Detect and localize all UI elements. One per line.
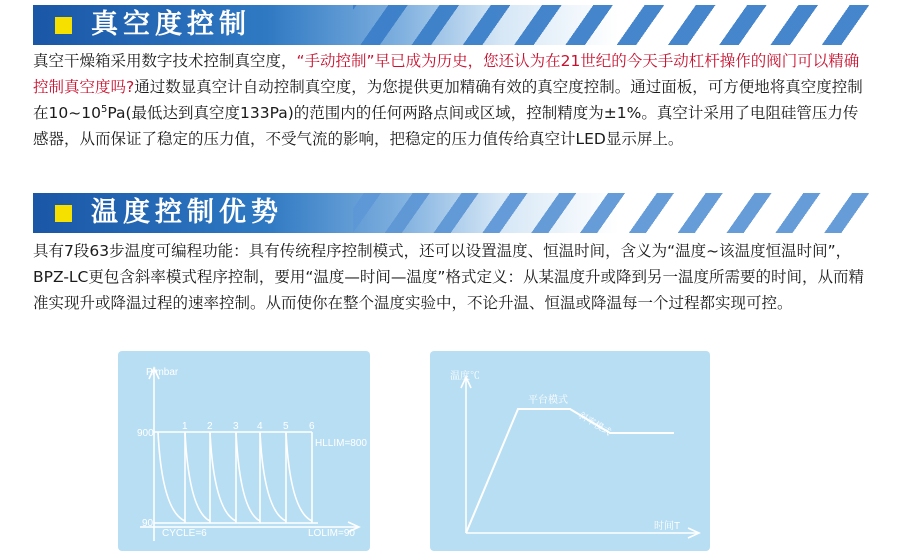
decay-curve	[158, 432, 185, 521]
slope-label: 斜率模式	[576, 410, 613, 438]
yellow-square-icon	[55, 205, 72, 222]
yellow-square-icon	[55, 17, 72, 34]
y-axis-label: 温度℃	[450, 371, 480, 382]
high-limit-label: HLLIM=800	[315, 438, 367, 449]
vacuum-paragraph: 真空干燥箱采用数字技术控制真空度，“手动控制”早已成为历史，您还认为在21世纪的今天手动杠杆操作的阀门可以精确控制真空度吗?通过数显真空计自动控制真空度，为您提供更加精确有效的真空度控制。通过面板，可方便地将真空度控制在$10\sim 10^5Pa$(最低达到真空度133Pa)的范围内的任何两路点间或区域，控制精度为±1%。真空计采用了电阻硅管压力传感器，从而保证了稳定的压力值，不受气流的影响，把稳定的压力值传给真空计LED显示屏上。	[33, 52, 863, 148]
temperature-profile-line	[466, 409, 674, 533]
cycle-label: 6	[309, 421, 315, 432]
cycle-label: 5	[283, 421, 289, 432]
x-axis-label: 时间T	[654, 521, 681, 532]
section-banner-vacuum	[33, 5, 869, 45]
plateau-label: 平台模式	[528, 395, 568, 406]
cycle-label: 4	[257, 421, 263, 432]
decay-curve	[210, 432, 236, 521]
decay-curve	[260, 432, 286, 521]
y-axis-label: P/mbar	[146, 367, 179, 378]
section-title-temperature: 温度控制优势	[91, 197, 283, 228]
tick-low: 90	[142, 518, 154, 529]
decay-curve	[236, 432, 260, 521]
cycle-count-label: CYCLE=6	[162, 528, 207, 539]
cycle-label: 1	[182, 421, 188, 432]
pressure-cycle-diagram	[118, 351, 370, 551]
section-banner-temperature	[33, 193, 869, 233]
cycle-label: 2	[207, 421, 213, 432]
section-title-vacuum: 真空度控制	[91, 9, 251, 40]
cycle-label: 3	[233, 421, 239, 432]
highlight-text: “手动控制”早已成为历史，您还认为在21世纪的今天手动杠杆操作的阀门可以精确控制真空度吗?	[33, 52, 860, 96]
temperature-paragraph: 具有7段63步温度可编程功能：具有传统程序控制模式，还可以设置温度、恒温时间，含义为“温度~该温度恒温时间”，BPZ-LC更包含斜率模式程序控制，要用“温度—时间—温度”格式定义：从某温度升或降到另一温度所需要的时间，从而精准实现升或降温过程的速率控制。从而使你在整个温度实验中，不论升温、恒温或降温每一个过程都实现可控。	[33, 242, 864, 312]
temperature-profile-diagram	[430, 351, 710, 551]
decay-curve	[286, 432, 312, 521]
decay-curve	[185, 432, 210, 521]
low-limit-label: LOLIM=90	[308, 528, 355, 539]
tick-high: 900	[137, 428, 154, 439]
